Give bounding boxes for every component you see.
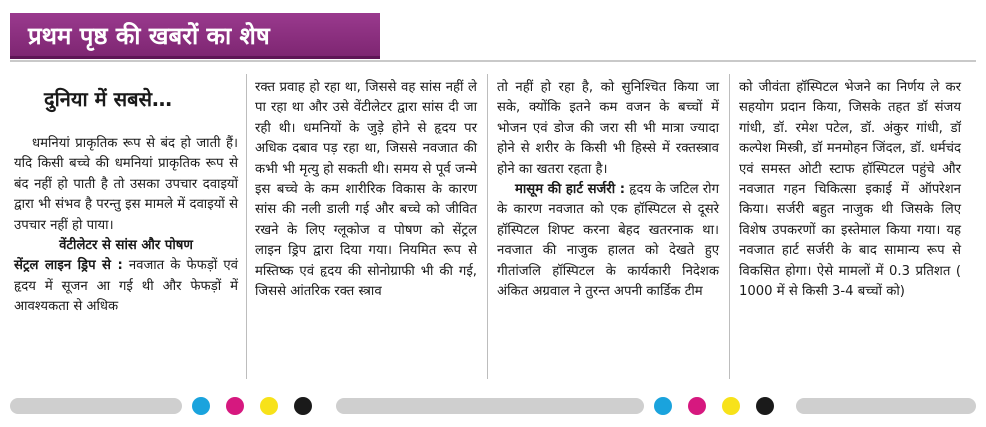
cyan-dot xyxy=(192,397,210,415)
paragraph: रक्त प्रवाह हो रहा था, जिससे वह सांस नहीं ले पा रहा था और उसे वेंटीलेटर द्वारा सांस दी जा रही थी। धमनियों के जुड़े होने से हृदय पर अधिक दबाव पड़ रहा था, जिससे नवजात की कभी भी मृत्यु हो सकती थी। समय से पूर्व जन्मे इस बच्चे के कम शारीरिक विकास के कारण सांस की नली डाली गई और बच्चे को जीवित रखने के लिए ग्लूकोज व पोषण को सेंट्रल लाइन ड्रिप द्वारा दिया गया। नियमित रूप से मस्तिष्क एवं हृदय की सोनोग्राफी भी की गई, जिससे आंतरिक रक्त स्त्राव xyxy=(255,80,477,300)
column-divider xyxy=(729,74,730,379)
article-column-2 xyxy=(255,78,477,302)
yellow-dot xyxy=(260,397,278,415)
gray-bar xyxy=(336,398,644,414)
cyan-dot xyxy=(654,397,672,415)
paragraph-text: हृदय के जटिल रोग के कारण नवजात को एक हॉस्पिटल से दूसरे हॉस्पिटल शिफ्ट करना बेहद खतरनाक था। नवजात की नाजुक हालत को देखते हुए गीतांजलि हॉस्पिटल के कार्यकारी निदेशक अंकित अग्रवाल ने तुरन्त अपनी कार्डिक टीम xyxy=(497,182,719,300)
article-column-1 xyxy=(14,86,238,318)
magenta-dot xyxy=(688,397,706,415)
article-column-3 xyxy=(497,78,719,302)
lead-in: सेंट्रल लाइन ड्रिप से : xyxy=(14,258,123,274)
banner-divider xyxy=(10,60,976,62)
paragraph xyxy=(14,256,238,317)
yellow-dot xyxy=(722,397,740,415)
gray-bar xyxy=(796,398,976,414)
subheading: वेंटीलेटर से सांस और पोषण xyxy=(59,238,193,254)
black-dot xyxy=(756,397,774,415)
paragraph: तो नहीं हो रहा है, को सुनिश्चित किया जा सके, क्योंकि इतने कम वजन के बच्चों में भोजन एवं डोज की जरा सी भी मात्रा ज्यादा होने से शरीर के किसी भी हिस्से में रक्तस्त्राव होने का खतरा रहता है। xyxy=(497,80,719,177)
paragraph: को जीवंता हॉस्पिटल भेजने का निर्णय ले कर सहयोग प्रदान किया, जिसके तहत डॉ संजय गांधी, डॉ. रमेश पटेल, डॉ. अंकुर गांधी, डॉ कल्पेश मिस्त्री, डॉ मनमोहन जिंदल, डॉ. धर्मचंद एवं समस्त ओटी स्टाफ हॉस्पिटल पहुंचे और नवजात गहन चिकित्सा इकाई में ऑपरेशन किया। सर्जरी बहुत नाजुक थी जिसके लिए विशेष उपकरणों का इस्तेमाल किया गया। यह नवजात हार्ट सर्जरी के बाद सामान्य रूप से विकसित होगा। ऐसे मामलों में 0.3 प्रतिशत ( 1000 में से किसी 3-4 बच्चों को) xyxy=(739,80,961,300)
paragraph-text: नवजात के फेफड़ों एवं हृदय में सूजन आ गई थी और फेफड़ों में आवश्यकता से अधिक xyxy=(14,258,238,315)
banner-title: प्रथम पृष्ठ की खबरों का शेष xyxy=(28,22,270,50)
article-column-4 xyxy=(739,78,961,302)
paragraph: धमनियां प्राकृतिक रूप से बंद हो जाती हैं। यदि किसी बच्चे की धमनियां प्राकृतिक रूप से बंद नहीं हो पाती है तो उसका उपचार दवाइयों द्वारा भी संभव है परन्तु इस मामले में दवाइयों से उपचार नहीं हो पाया। xyxy=(14,136,238,233)
paragraph xyxy=(497,180,719,302)
magenta-dot xyxy=(226,397,244,415)
section-banner xyxy=(10,13,380,59)
gray-bar xyxy=(10,398,182,414)
print-color-bar xyxy=(0,394,986,420)
story-kicker: दुनिया में सबसे… xyxy=(44,87,173,111)
column-divider xyxy=(487,74,488,379)
column-divider xyxy=(246,74,247,379)
lead-in: मासूम की हार्ट सर्जरी : xyxy=(515,182,626,198)
black-dot xyxy=(294,397,312,415)
